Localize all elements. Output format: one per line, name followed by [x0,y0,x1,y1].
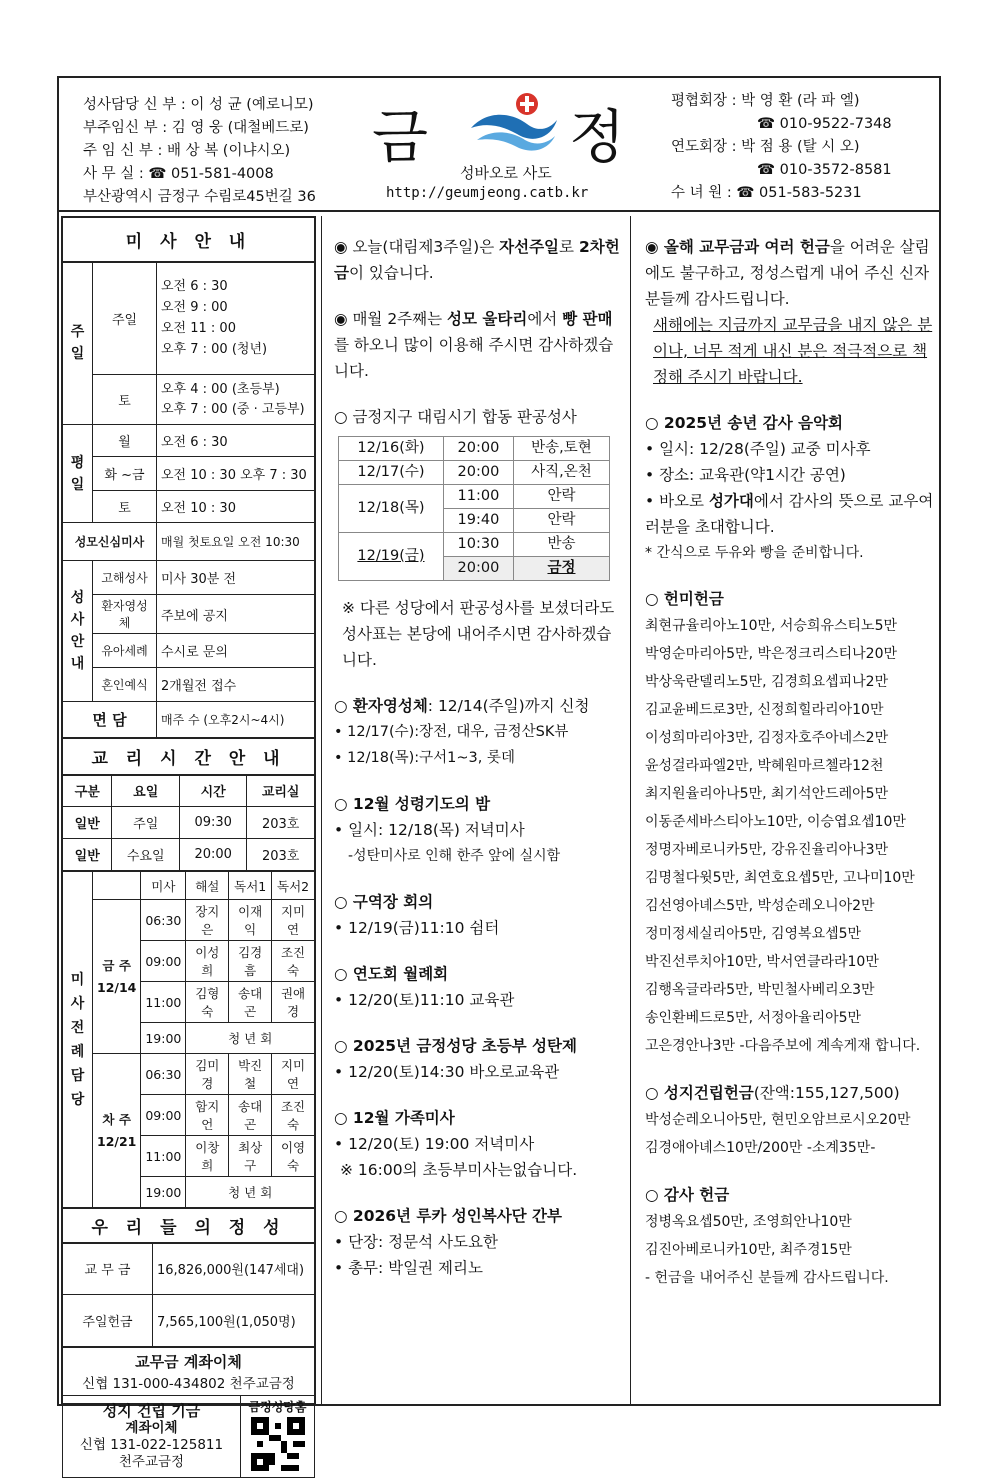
notice-concert [645,410,935,566]
penance-cell: 12/17(수) [339,461,444,485]
cat-header: 요일 [112,775,180,807]
tithe-account-number: 신협 131-000-434802 천주교금정 [82,1376,295,1392]
notice-bold: 빵 판매 [562,310,613,328]
notice-title: ○ 2026년 루카 성인복사단 간부 [334,1207,562,1225]
notice-altar-servers [334,1203,624,1281]
notice-bold: 성모 울타리 [447,310,528,328]
monday-time: 오전 6 : 30 [157,425,315,457]
counsel-value: 매주 수 (오후2시~4시) [157,702,315,738]
right-column [635,216,937,1404]
contact-line: 연도회장 : 박 점 용 (탈 시 오) [671,139,860,155]
contact-phone: ☎ 010-9522-7348 [757,116,892,132]
donor-line: 최현규율리아노10만, 서승희유스티노5만 [645,618,898,634]
notice-text: 로 [559,238,579,256]
penance-cell: 사직,온천 [513,461,609,485]
list-item: • 12/20(토)14:30 바오로교육관 [334,1059,624,1085]
donor-line: 김명철다윗5만, 최연호요셉5만, 고나미10만 [645,870,915,886]
catechism-title: 교 리 시 간 안 내 [63,739,315,775]
notice-family-mass [334,1105,624,1183]
donor-line: 정병옥요셉50만, 조영희안나10만 [645,1214,852,1230]
list-item: • 12/18(목):구서1~3, 롯데 [334,745,624,771]
notice-text: 에서 [527,310,563,328]
notice-title: ○ 연도회 월례회 [334,965,449,983]
notice-title: ○ 감사 헌금 [645,1186,730,1204]
duty-header: 독서1 [229,872,272,900]
notice-bold: 성가대 [708,492,754,510]
weekday-sat-label: 토 [93,491,157,523]
penance-cell: 12/18(목) [339,485,444,533]
account-table [62,1347,315,1478]
notice-bold: ◉ 올해 교무금과 여러 헌금 [645,238,830,256]
donor-line: 박성순레오니아5만, 현민오암브로시오20만 [645,1112,911,1128]
duty-cell: 청 년 회 [186,1177,315,1208]
notice-title: ○ 12월 가족미사 [334,1109,455,1127]
donor-line: 정명자베로니카5만, 강유진율리아나3만 [645,842,889,858]
donor-line: 이성희마리아3만, 김정자호주아네스2만 [645,730,889,746]
donor-line: 박상욱란델리노5만, 김경희요셉피나2만 [645,674,889,690]
title-geum: 금 [372,103,429,171]
penance-cell: 20:00 [443,461,513,485]
cat-cell: 일반 [63,839,112,871]
notice-christmas-festival [334,1033,624,1085]
sacrament-key: 혼인예식 [93,668,157,702]
donor-list [645,1208,935,1292]
bulletin-page [57,76,941,1470]
duty-cell: 청 년 회 [186,1023,315,1054]
duty-cell: 09:00 [141,941,186,982]
list-item: • 일시: 12/28(주일) 교중 미사후 [645,436,935,462]
penance-cell: 12/19(금) [339,533,444,581]
duty-cell: 박진철 [229,1054,272,1095]
penance-table [338,436,610,581]
duty-cell: 이창희 [186,1136,229,1177]
donor-line: 김진아베로니카10만, 최주경15만 [645,1242,852,1258]
saturday-label: 토 [93,375,157,425]
list-item [645,488,935,540]
offering-table [62,1208,315,1347]
sunday-time: 오전 9 : 00 [161,300,228,316]
donation-rice [645,586,935,1060]
notice-bold: 자선주일 [499,238,560,256]
notice-text: 에서 감사의 뜻으로 교우여러분을 초대합니다. [645,492,934,536]
cat-cell: 09:30 [180,807,247,839]
notice-tithe-request: 새해에는 지금까지 교무금을 내지 않은 분이나, 너무 적게 내신 분은 적극적으로 책정해 주시기 바랍니다. [653,316,933,386]
cat-cell: 203호 [247,839,315,871]
list-item: • 총무: 박일권 제리노 [334,1255,624,1281]
week1-label: 금 주 12/14 [93,900,141,1054]
duty-cell: 19:00 [141,1177,186,1208]
duty-cell: 06:30 [141,900,186,941]
header-left-line: 부산광역시 금정구 수림로45번길 36 [83,189,316,205]
duty-cell: 09:00 [141,1095,186,1136]
building-fund-sub: 계좌이체 [125,1419,178,1436]
notice-bread-sale [334,306,624,384]
penance-cell: 반송,토현 [513,437,609,461]
duty-cell: 11:00 [141,1136,186,1177]
donation-building [645,1080,935,1162]
donor-line: 최지원율리아나5만, 최기석안드레아5만 [645,786,889,802]
notice-title: ○ 헌미헌금 [645,590,724,608]
offering-key: 교 무 금 [63,1243,153,1295]
penance-cell: 안락 [513,485,609,509]
cat-header: 시간 [180,775,247,807]
header-left-line: 부주임신 부 : 김 영 웅 (대철베드로) [83,120,309,136]
sunday-time: 오전 6 : 30 [161,279,228,295]
notice-text: * 간식으로 두유와 빵을 준비합니다. [645,545,864,561]
duty-cell: 송대곤 [229,982,272,1023]
building-fund-line: 신협 131-022-125811 [79,1436,224,1453]
cat-cell: 주일 [112,807,180,839]
penance-cell: 12/16(화) [339,437,444,461]
header-left-line: 사 무 실 : ☎ 051-581-4008 [83,166,274,182]
donor-line: 김경애아녜스10만/200만 -소계35만- [645,1140,876,1156]
notice-title: ○ 2025년 금정성당 초등부 성탄제 [334,1037,577,1055]
sunday-time: 오전 11 : 00 [161,321,236,337]
duty-cell: 김경흠 [229,941,272,982]
donor-line: 김교윤베드로3만, 신정희힐라리아10만 [645,702,884,718]
donor-line: - 헌금을 내어주신 분들께 감사드립니다. [645,1270,889,1286]
list-item: • 일시: 12/18(목) 저녁미사 [334,817,624,843]
notice-title: ○ 성지건립헌금 [645,1084,754,1102]
notice-sick-communion [334,693,624,771]
building-fund-line: 천주교금정 [118,1453,185,1470]
donor-line: 이동준세바스티아노10만, 이승엽요셉10만 [645,814,906,830]
parish-logo-icon [467,90,559,154]
header-left-line: 주 임 신 부 : 배 상 복 (이냐시오) [83,143,291,159]
list-item: • 단장: 정문석 사도요한 [334,1229,624,1255]
duty-header: 해설 [186,872,229,900]
penance-cell: 20:00 [443,557,513,581]
duty-cell: 이영숙 [272,1136,315,1177]
header-left-line: 성사담당 신 부 : 이 성 균 (예로니모) [83,97,314,113]
donor-line: 김행옥글라라5만, 박민철사베리오3만 [645,982,875,998]
notice-text: 이 있습니다. [348,264,434,282]
duty-cell: 최상구 [229,1136,272,1177]
marian-mass-time: 매월 첫토요일 오전 10:30 [157,523,315,561]
saturday-time: 오후 4 : 00 (초등부) [161,381,280,397]
homepage-qr-box[interactable] [241,1396,315,1478]
list-item: • 12/20(토) 19:00 저녁미사 [334,1131,624,1157]
donor-line: 송인환베드로5만, 서정아율리아5만 [645,1010,862,1026]
notice-bold: 2차헌금 [334,238,620,282]
sacrament-label: 성 사 안 내 [63,561,93,702]
penance-cell: 10:30 [443,533,513,557]
penance-cell: 금정 [513,557,609,581]
building-fund-title: 성지 건립 기금 [102,1401,201,1420]
notice-prayer-night [334,791,624,869]
donor-list [645,612,935,1060]
notice-text: 바오로 [659,492,709,510]
cat-cell: 20:00 [180,839,247,871]
sacrament-key: 환자영성체 [93,595,157,634]
notice-text: : 12/14(주일)까지 신청 [427,697,590,715]
middle-column [321,216,631,1404]
cat-header: 교리실 [247,775,315,807]
duty-cell: 송대곤 [229,1095,272,1136]
left-column [61,216,316,1470]
notice-text: ◉ 매월 2주째는 [334,310,448,328]
list-item: • 12/20(토)11:10 교육관 [334,987,624,1013]
mass-schedule-table [62,217,315,738]
notice-text: 을 어려운 살림에도 불구하고, 정성스럽게 내어 주신 신자분들께 감사드립니다. [645,238,930,308]
duty-cell: 11:00 [141,982,186,1023]
sacrament-value: 수시로 문의 [157,634,315,668]
offering-value: 7,565,100원(1,050명) [153,1295,315,1347]
duty-cell: 장지은 [186,900,229,941]
notice-district-meeting [334,889,624,941]
sunday-time: 오후 7 : 00 (청년) [161,342,268,358]
penance-note: ※ 다른 성당에서 판공성사를 보셨더라도 성사표는 본당에 내어주시면 감사하겠습니다. [342,599,615,669]
qr-code-icon[interactable] [251,1417,305,1471]
donation-thanks [645,1182,935,1292]
liturgy-duty-table [62,871,315,1208]
notice-title: ○ 12월 성령기도의 밤 [334,795,491,813]
sacrament-value: 2개월전 접수 [157,668,315,702]
duty-cell: 19:00 [141,1023,186,1054]
list-item: • 장소: 교육관(약1시간 공연) [645,462,935,488]
duty-label: 미 사 전 례 담 당 [63,872,93,1208]
penance-cell: 20:00 [443,437,513,461]
duty-cell: 김미경 [186,1054,229,1095]
list-item: • 12/19(금)11:10 쉼터 [334,915,624,941]
offering-value: 16,826,000원(147세대) [153,1243,315,1295]
duty-cell: 조진숙 [272,1095,315,1136]
title-jeong: 정 [569,103,626,171]
logo-block [364,86,644,208]
notice-title: ○ 구역장 회의 [334,893,434,911]
marian-mass-label: 성모신심미사 [63,523,157,561]
cat-header: 구분 [63,775,112,807]
offering-key: 주일헌금 [63,1295,153,1347]
week2-label: 차 주 12/21 [93,1054,141,1208]
tue-fri-time: 오전 10 : 30 오후 7 : 30 [157,457,315,491]
sacrament-value: 주보에 공지 [157,595,315,634]
penance-cell: 11:00 [443,485,513,509]
notice-text: 를 하오니 많이 이용해 주시면 감사하겠습니다. [334,336,614,380]
duty-header: 독서2 [272,872,315,900]
header-contacts [671,90,892,205]
sunday-sub-label: 주일 [93,262,157,375]
notice-title: ○ 2025년 송년 감사 음악회 [645,414,844,432]
duty-cell: 함지언 [186,1095,229,1136]
duty-cell: 지미연 [272,1054,315,1095]
patron-name: 성바오로 사도 [460,164,552,182]
duty-cell: 06:30 [141,1054,186,1095]
donor-list [645,1106,935,1162]
duty-cell: 이재익 [229,900,272,941]
donor-line: 김선영아녜스5만, 박성순레오니아2만 [645,898,875,914]
tithe-account-title: 교무금 계좌이체 [135,1353,242,1371]
donor-line: 박영순마리아5만, 박은정크리스티나20만 [645,646,898,662]
monday-label: 월 [93,425,157,457]
notice-text: (잔액:155,127,500) [753,1084,900,1102]
sacrament-value: 미사 30분 전 [157,561,315,595]
header [59,78,939,212]
weekday-label: 평 일 [63,425,93,523]
duty-header: 미사 [141,872,186,900]
contact-line: 수 녀 원 : ☎ 051-583-5231 [671,185,862,201]
contact-line: 평협회장 : 박 영 환 (라 파 엘) [671,93,860,109]
notice-charity-sunday [334,234,624,286]
weekday-sat-time: 오전 10 : 30 [157,491,315,523]
homepage-label: 금정성당홈 [248,1400,307,1414]
donor-line: 고은경안나3만 -다음주보에 계속게재 합니다. [645,1038,921,1054]
notice-text: ※ 16:00의 초등부미사는없습니다. [340,1161,578,1179]
sacrament-key: 유아세례 [93,634,157,668]
counsel-label: 면 담 [63,702,157,738]
tue-fri-label: 화 ~금 [93,457,157,491]
penance-cell: 안락 [513,509,609,533]
offering-title: 우 리 들 의 정 성 [63,1209,315,1243]
duty-cell: 권애경 [272,982,315,1023]
mass-title: 미 사 안 내 [63,218,315,262]
header-clergy-info [83,94,316,209]
sunday-label: 주 일 [63,262,93,425]
catechism-table [62,738,315,871]
website-url[interactable]: http://geumjeong.catb.kr [386,185,589,201]
cat-cell: 수요일 [112,839,180,871]
duty-cell: 김형숙 [186,982,229,1023]
donor-line: 박진선루치아10만, 박서연클라라10만 [645,954,879,970]
duty-cell: 이성희 [186,941,229,982]
building-fund-account [63,1396,241,1478]
penance-heading: ○ 금정지구 대림시기 합동 판공성사 [334,408,577,426]
list-item: • 12/17(수):장전, 대우, 금정산SK뷰 [334,719,624,745]
donor-line: 윤성걸라파엘2만, 박혜원마르첼라12천 [645,758,884,774]
tithe-account [63,1348,315,1396]
saturday-time: 오후 7 : 00 (중 · 고등부) [161,401,305,417]
cat-cell: 203호 [247,807,315,839]
penance-cell: 반송 [513,533,609,557]
notice-yeondo-meeting [334,961,624,1013]
contact-phone: ☎ 010-3572-8581 [757,162,892,178]
notice-text: ◉ 오늘(대림제3주일)은 [334,238,500,256]
notice-thanks [645,234,935,312]
duty-cell: 조진숙 [272,941,315,982]
notice-title: ○ 환자영성체 [334,697,428,715]
cat-cell: 일반 [63,807,112,839]
donor-line: 정미정세실리아5만, 김영복요셉5만 [645,926,862,942]
sacrament-key: 고해성사 [93,561,157,595]
duty-cell: 지미연 [272,900,315,941]
penance-cell: 19:40 [443,509,513,533]
notice-text: -성탄미사로 인해 한주 앞에 실시함 [348,848,561,864]
